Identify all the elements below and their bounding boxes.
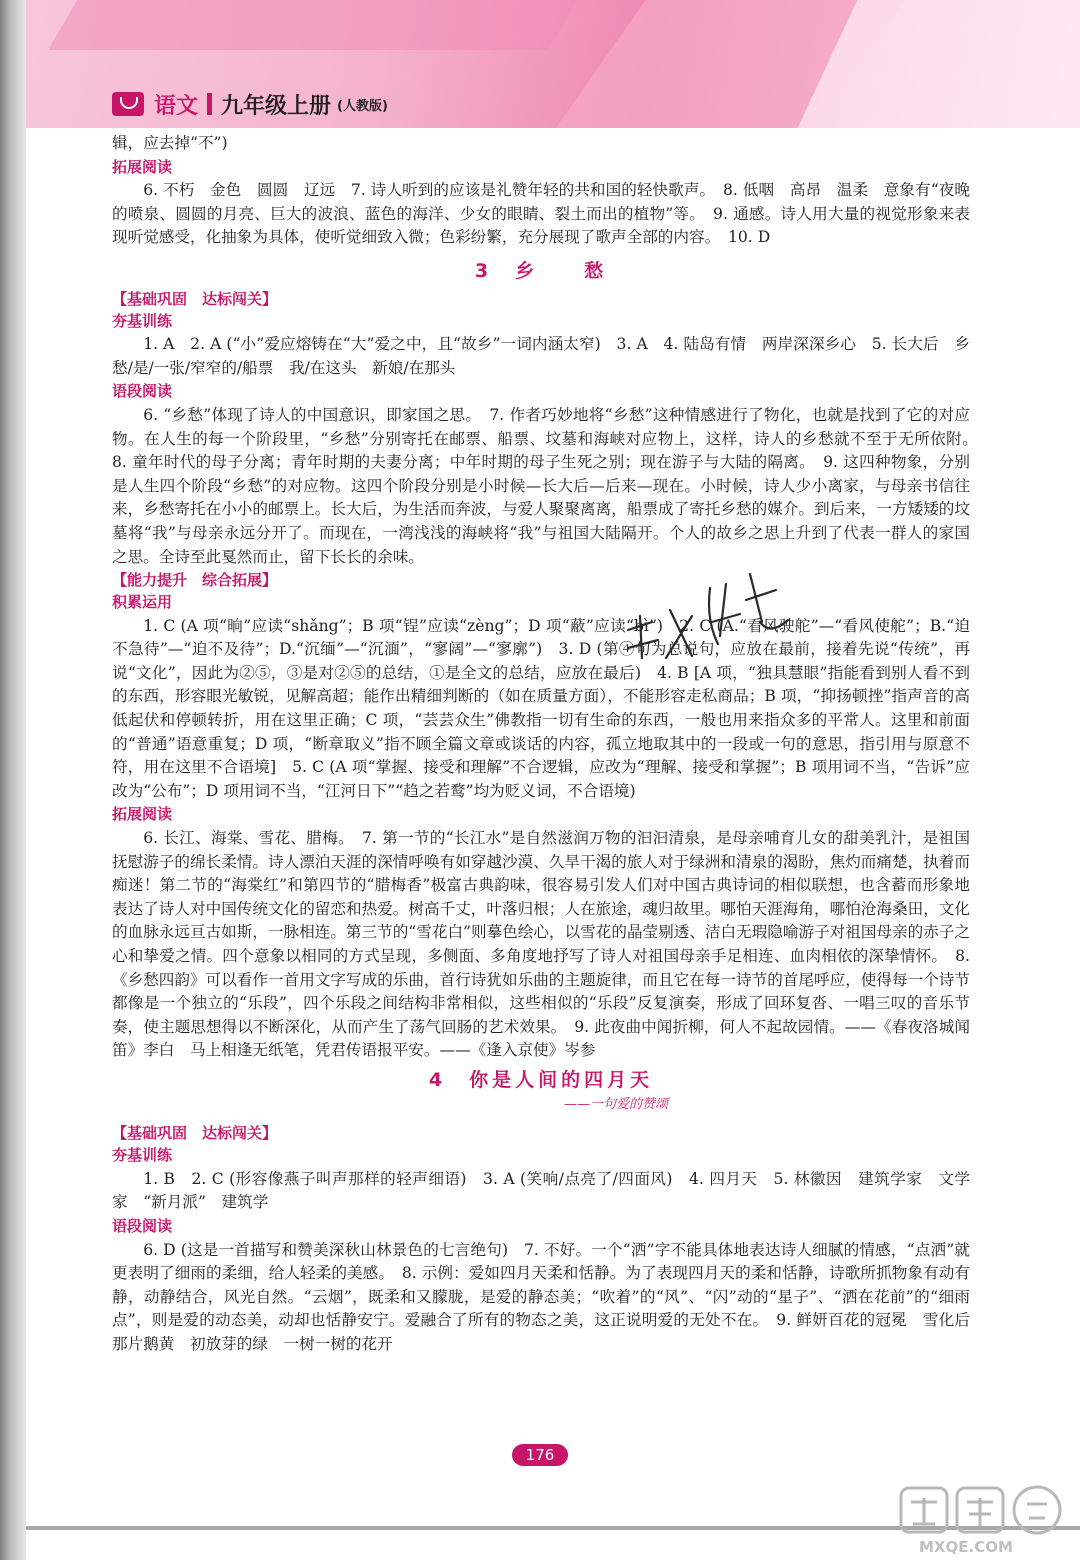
book-logo-icon	[112, 92, 144, 116]
answer-paragraph: 1. B 2. C (形容像燕子叫声那样的轻声细语) 3. A (笑响/点亮了/四面风) 4. 四月天 5. 林徽因 建筑学家 文学家 “新月派” 建筑学	[112, 1169, 970, 1212]
answer-content	[112, 132, 986, 1357]
svg-text:MXQE.COM: MXQE.COM	[919, 1538, 1013, 1556]
edition-label: (人教版)	[337, 98, 388, 114]
banner-stripe	[48, 0, 612, 50]
subject-title: 语文	[154, 93, 199, 119]
chapter-title: 4 你是人间的四月天	[428, 1068, 654, 1091]
book-header	[112, 88, 388, 120]
answer-paragraph: 1. A 2. A (“小”爱应熔铸在“大”爱之中，且“故乡”一词内涵太窄) 3. A 4. 陆岛有情 两岸深深乡心 5. 长大后 乡愁/是/一张/窄窄的/船票 我/在这头 新娘/在那头	[112, 335, 970, 377]
answer-paragraph: 6. 不朽 金色 圆圆 辽远 7. 诗人听到的应该是礼赞年轻的共和国的轻快歌声。 8. 低咽 高昂 温柔 意象有“夜晚的喷泉、圆圆的月亮、巨大的波浪、蓝色的海洋、少女的眼睛、裂土而出的植物”等。 9. 通感。诗人用大量的视觉形象来表现听觉感受，化抽象为具体，使听觉细致入微；色彩纷繁，充分展现了歌声全部的内容。 10. D	[112, 181, 970, 247]
section-label: 拓展阅读	[112, 157, 173, 176]
section-label: 拓展阅读	[112, 805, 173, 824]
section-label: 夯基训练	[112, 311, 173, 330]
section-bracket: 【基础巩固 达标闯关】	[112, 1124, 278, 1143]
answer-paragraph: 1. C (A 项“晌”应读“shǎng”；B 项“锃”应读“zèng”；D 项“蔽”应读“bì”) 2. C (A.“看风驶舵”—“看风使舵”；B.“迫不急待”—“迫不及待”；D.“沉缅”—“沉湎”，“寥阔”—“寥廓”) 3. D (第④句为总说句，应放在最前，接着先说“传统”，再说“文化”，因此为②⑤，③是对②⑤的总结，①是全文的总结，应放在最后) 4. B [A 项，“独具慧眼”指能看到别人看不到的东西，形容眼光敏锐，见解高超；能作出精细判断的（如在质量方面），不能形容走私商品；B 项，“抑扬顿挫”指声音的高低起伏和停顿转折，用在这里正确；C 项，“芸芸众生”佛教指一切有生命的东西，一般也用来指众多的平常人。这里和前面的“普通”语意重复；D 项，“断章取义”指不顾全篇文章或谈话的内容，孤立地取其中的一段或一句的意思，指引用与原意不符，用在这里不合语境] 5. C (A 项“掌握、接受和理解”不合逻辑，应改为“理解、接受和掌握”；B 项用词不当，“告诉”应改为“公布”；D 项用词不当，“江河日下”“趋之若鹜”均为贬义词，不合语境)	[112, 616, 970, 800]
answer-paragraph: 6. D (这是一首描写和赞美深秋山林景色的七言绝句) 7. 不好。一个“洒”字不能具体地表达诗人细腻的情感，“点洒”就更表明了细雨的柔细，给人轻柔的美感。 8. 示例：爱如四月天柔和恬静。为了表现四月天的柔和恬静，诗歌所抓物象有动有静，动静结合，风光自然。“云烟”，既柔和又朦胧，是爱的静态美；“吹着”的“风”、“闪”动的“星子”、“洒在花前”的“细雨点”，则是爱的动态美，动却也恬静安宁。爱融合了所有的物态之美，这正说明爱的无处不在。 9. 鲜妍百花的冠冕 雪化后那片鹅黄 初放芽的绿 一树一树的花开	[112, 1240, 970, 1353]
section-label: 语段阅读	[112, 1216, 173, 1235]
continued-text: 辑，应去掉“不”)	[112, 134, 228, 152]
answer-paragraph: 6. “乡愁”体现了诗人的中国意识，即家国之思。 7. 作者巧妙地将“乡愁”这种情感进行了物化，也就是找到了它的对应物。在人生的每一个阶段里，“乡愁”分别寄托在邮票、船票、坟墓和海峡对应物上，这样，诗人的乡愁就不至于无所依附。 8. 童年时代的母子分离；青年时期的夫妻分离；中年时期的母子生死之别；现在游子与大陆的隔离。 9. 这四种物象，分别是人生四个阶段“乡愁”的对应物。这四个阶段分别是小时候—长大后—后来—现在。小时候，诗人少小离家，与母亲书信往来，乡愁寄托在小小的邮票上。长大后，为生活而奔波，与爱人聚聚离离，船票成了寄托乡愁的媒介。到后来，一方矮矮的坟墓将“我”与母亲永远分开了。而现在，一湾浅浅的海峡将“我”与祖国大陆隔开。个人的故乡之思上升到了代表一群人的家国之思。全诗至此戛然而止，留下长长的余味。	[112, 405, 986, 566]
handwritten-signature	[600, 560, 800, 690]
chapter-title: 3 乡 愁	[474, 259, 608, 282]
section-bracket: 【基础巩固 达标闯关】	[112, 289, 278, 308]
watermark-logo	[895, 1480, 1075, 1558]
chapter-subtitle: ——一句爱的赞颂	[563, 1096, 668, 1112]
section-label: 积累运用	[112, 593, 173, 612]
page-edge-shadow	[0, 0, 26, 1560]
section-bracket: 【能力提升 综合拓展】	[112, 571, 278, 590]
title-separator	[207, 93, 212, 115]
answer-paragraph: 6. 长江、海棠、雪花、腊梅。 7. 第一节的“长江水”是自然滋润万物的汩汩清泉，是母亲哺育儿女的甜美乳汁，是祖国抚慰游子的绵长柔情。诗人漂泊天涯的深情呼唤有如穿越沙漠、久旱干渴的旅人对于绿洲和清泉的渴盼，焦灼而痛楚，执着而痴迷！第二节的“海棠红”和第四节的“腊梅香”极富古典韵味，很容易引发人们对中国古典诗词的相似联想，也含蓄而形象地表达了诗人对中国传统文化的留恋和热爱。树高千丈，叶落归根；人在旅途，魂归故里。哪怕天涯海角，哪怕沧海桑田，文化的血脉永远亘古如斯，一脉相连。第三节的“雪花白”则摹色绘心，以雪花的晶莹剔透、洁白无瑕隐喻游子对祖国母亲的赤子之心和挚爱之情。四个意象以相同的方式呈现，多侧面、多角度地抒写了诗人对祖国母亲手足相连、血肉相依的深挚情怀。 8.《乡愁四韵》可以看作一首用文字写成的乐曲，首行诗犹如乐曲的主题旋律，而且它在每一诗节的首尾呼应，使得每一个诗节都像是一个独立的“乐段”，四个乐段之间结构非常相似，这些相似的“乐段”反复演奏，形成了回环复沓、一唱三叹的音乐节奏，使主题思想得以不断深化，从而产生了荡气回肠的艺术效果。 9. 此夜曲中闻折柳，何人不起故园情。——《春夜洛城闻笛》李白 马上相逢无纸笔，凭君传语报平安。——《逢入京使》岑参	[112, 829, 971, 1060]
section-label: 夯基训练	[112, 1146, 173, 1165]
grade-title: 九年级上册	[221, 93, 332, 119]
page-number: 176	[512, 1444, 568, 1466]
section-label: 语段阅读	[112, 382, 173, 401]
